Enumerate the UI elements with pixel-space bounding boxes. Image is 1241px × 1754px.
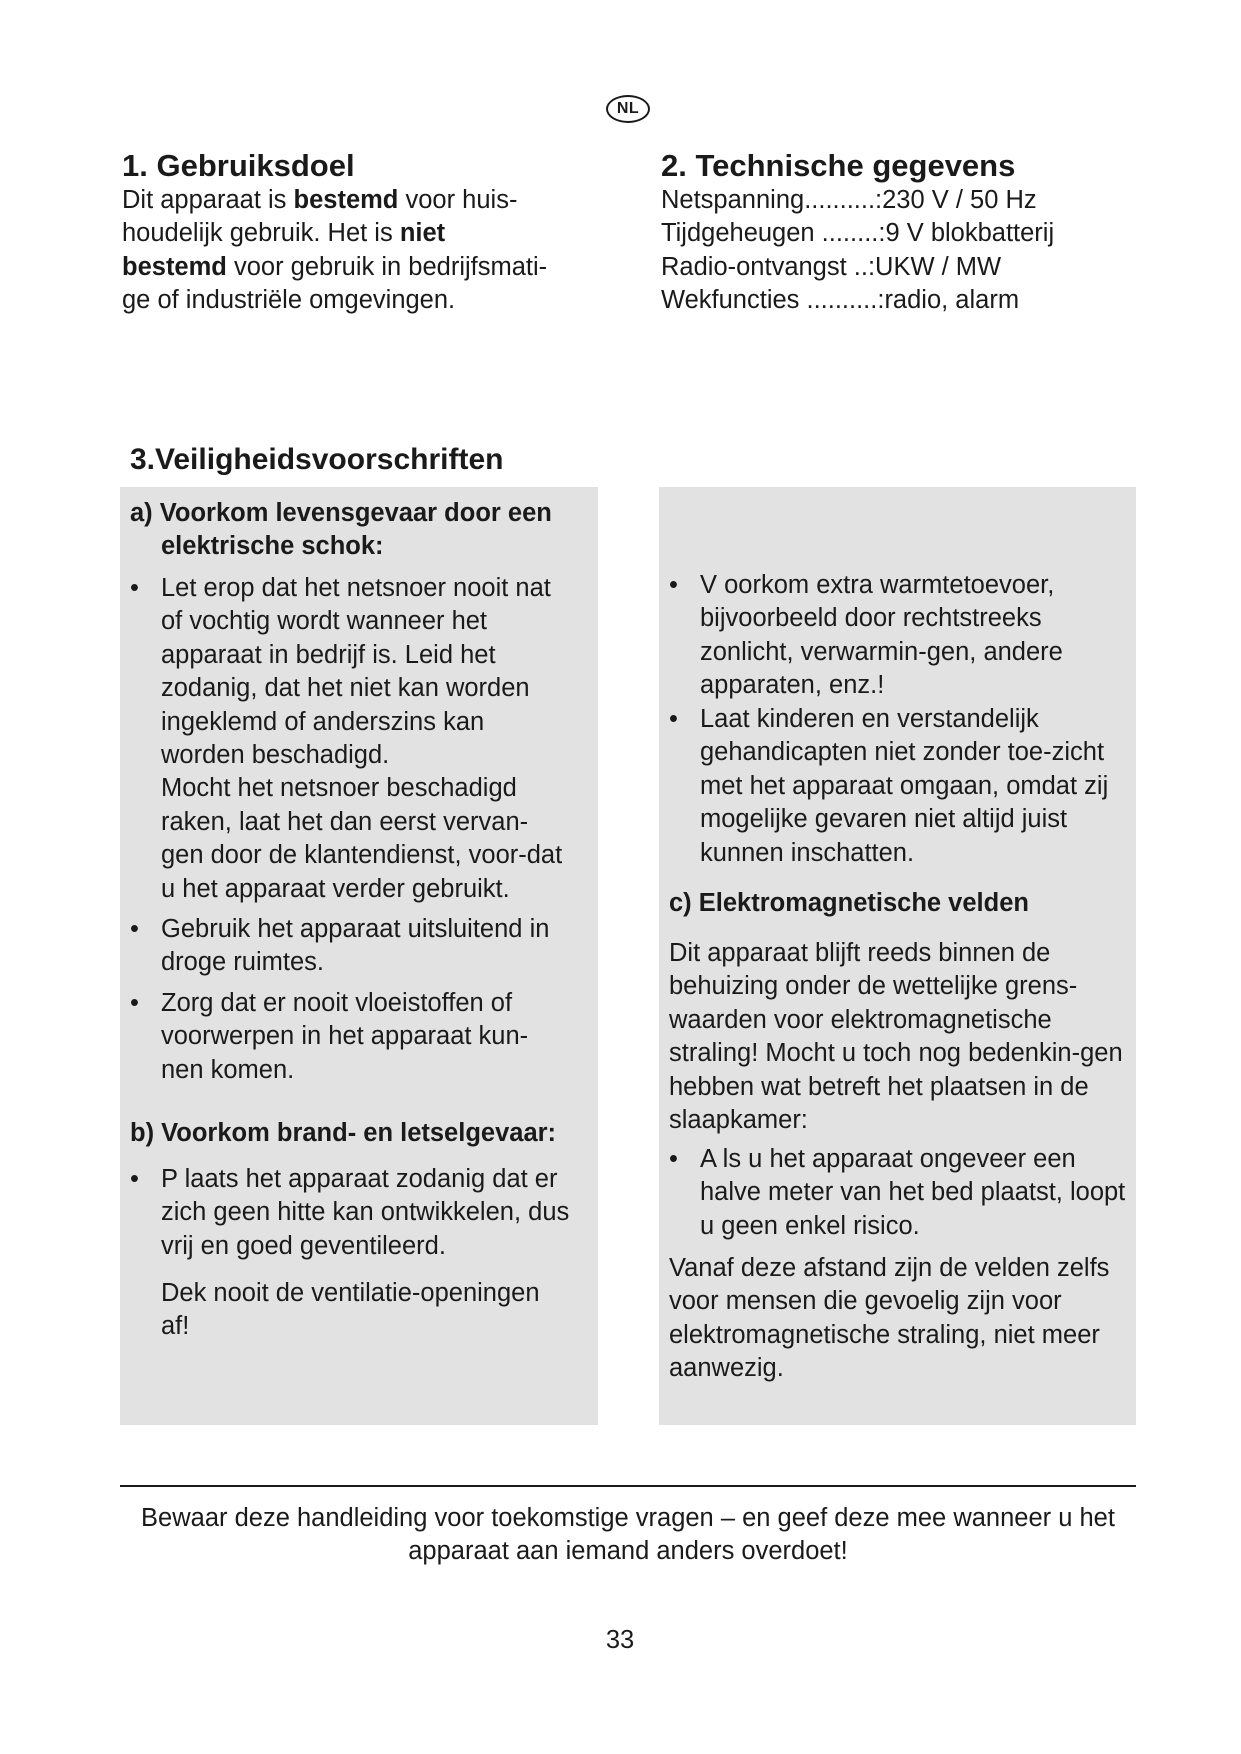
section1-bold-3: bestemd: [122, 252, 227, 281]
bullet-text: Laat kinderen en verstandelijk gehandicapten niet zonder toe-zicht met het apparaat omgaan, omdat zij mogelijke gevaren niet altijd juist kunnen inschatten.: [700, 705, 1109, 867]
safety-panel-right: [659, 487, 1136, 1425]
section1-text-2: voor huis-: [398, 186, 518, 214]
bullet-text: V oorkom extra warmtetoevoer, bijvoorbeeld door rechtstreeks zonlicht, verwarmin-gen, andere apparaten, enz.!: [700, 571, 1063, 700]
bullet-dot: •: [669, 1145, 678, 1173]
bullet-text: A ls u het apparaat ongeveer een halve meter van het bed plaatst, loopt u geen enkel risico.: [700, 1145, 1126, 1240]
bullet-dot: •: [669, 705, 678, 733]
spec-label: Netspanning..........:: [661, 186, 883, 214]
section-technical-data: [661, 148, 1141, 318]
bullet-text: Let erop dat het netsnoer nooit nat of vochtig wordt wanneer het apparaat in bedrijf is. Leid het zodanig, dat het niet kan worden ingeklemd of anderszins kan worden beschadigd.: [161, 574, 551, 770]
spec-value: radio, alarm: [884, 286, 1020, 315]
spec-value: UKW / MW: [875, 252, 1002, 281]
bullet-dot: •: [130, 989, 139, 1017]
spec-value: 9 V blokbatterij: [885, 219, 1055, 248]
safety-a-bullet-2: [130, 913, 570, 980]
section1-title: 1. Gebruiksdoel: [122, 148, 355, 183]
bullet-dot: •: [130, 915, 139, 943]
section1-text-1: Dit apparaat is: [122, 186, 294, 214]
bullet-text: P laats het apparaat zodanig dat er zich geen hitte kan ontwikkelen, dus vrij en goed geventileerd.: [161, 1165, 570, 1260]
safety-a-bullet-1: [130, 572, 570, 906]
safety-a-bullet-3: [130, 987, 570, 1087]
safety-b-heading: b) Voorkom brand- en letselgevaar:: [130, 1119, 557, 1147]
spec-row-radio: [661, 251, 1141, 284]
safety-a-heading-line1: a) Voorkom levensgevaar door een: [130, 499, 552, 527]
safety-c-text: Dit apparaat blijft reeds binnen de behuizing onder de wettelijke grens-waarden voor elektromagnetische straling! Mocht u toch nog bedenkin-gen hebben wat betreft het plaatsen in de slaapkamer:: [669, 939, 1123, 1135]
spec-label: Tijdgeheugen ........:: [661, 219, 886, 248]
section1-text: [122, 184, 602, 318]
safety-c-closing: Vanaf deze afstand zijn de velden zelfs voor mensen die gevoelig zijn voor elektromagnetische straling, niet meer aanwezig.: [669, 1254, 1110, 1383]
section-intended-use: [122, 148, 602, 318]
page-number: 33: [605, 1626, 635, 1654]
section1-text-4: voor gebruik in bedrijfsmati-: [226, 252, 548, 281]
section3-title: 3.Veiligheidsvoorschriften: [130, 443, 504, 476]
section1-text-5: ge of industriële omgevingen.: [122, 286, 456, 315]
spec-row-alarm: [661, 284, 1141, 317]
spec-row-memory: [661, 217, 1141, 250]
spec-row-voltage: [661, 184, 1141, 217]
safety-c-heading: c) Elektromagnetische velden: [669, 889, 1029, 917]
spec-label: Wekfuncties ..........:: [661, 286, 885, 315]
safety-b-note: Dek nooit de ventilatie-openingen af!: [161, 1279, 540, 1341]
safety-a-heading-line2: elektrische schok:: [161, 532, 384, 561]
safety-b-bullet-1: [130, 1163, 590, 1263]
language-badge-label: NL: [616, 100, 640, 117]
bullet-text: Gebruik het apparaat uitsluitend in droge ruimtes.: [161, 915, 550, 977]
spec-list: [661, 184, 1141, 318]
bullet-dot: •: [669, 571, 678, 599]
language-badge: [606, 95, 650, 123]
safety-right-bullet-1: [669, 569, 1129, 703]
safety-c-bullet-1: [669, 1143, 1129, 1243]
footer-note: Bewaar deze handleiding voor toekomstige vragen – en geef deze mee wanneer u het apparaat aan iemand anders overdoet!: [141, 1504, 1115, 1566]
section2-title: 2. Technische gegevens: [661, 148, 1016, 183]
section1-bold-2: niet: [399, 219, 446, 248]
safety-right-bullet-2: [669, 703, 1129, 870]
section1-text-3: houdelijk gebruik. Het is: [122, 219, 400, 248]
safety-a-heading: [130, 497, 598, 564]
spec-label: Radio-ontvangst ..:: [661, 252, 876, 281]
bullet-text-cont: Mocht het netsnoer beschadigd raken, laat het dan eerst vervan-gen door de klantendienst, voor-dat u het apparaat verder gebruikt.: [161, 774, 563, 903]
bullet-dot: •: [130, 574, 139, 602]
bullet-text: Zorg dat er nooit vloeistoffen of voorwerpen in het apparaat kun-nen komen.: [161, 989, 529, 1084]
safety-panel-left: [120, 487, 598, 1425]
footer-divider: [120, 1485, 1136, 1487]
spec-value: 230 V / 50 Hz: [882, 186, 1037, 214]
bullet-dot: •: [130, 1165, 139, 1193]
section1-bold-1: bestemd: [293, 186, 399, 214]
